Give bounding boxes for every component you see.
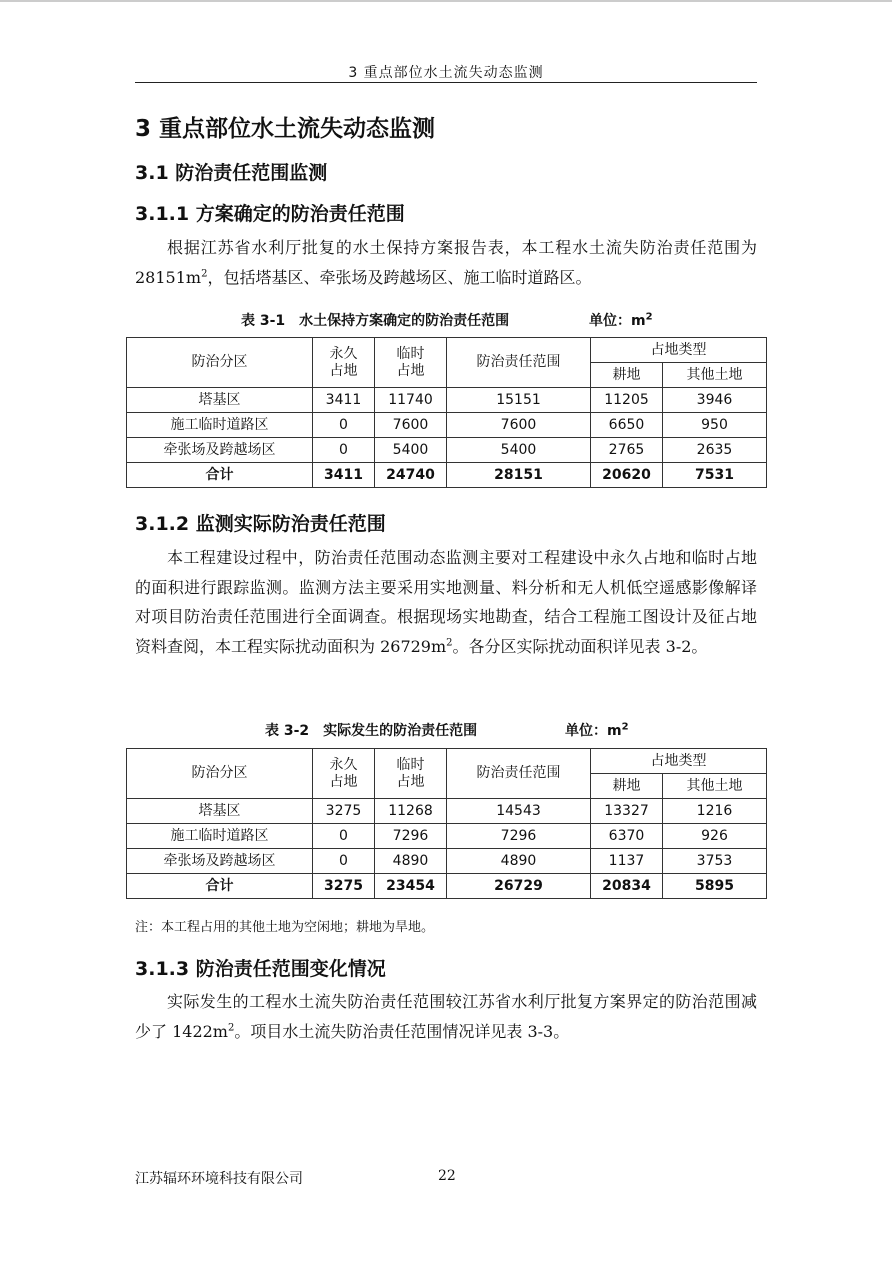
table-1-unit-text: 单位：m — [589, 313, 646, 329]
running-header: 3 重点部位水土流失动态监测 — [348, 65, 544, 81]
table-note: 注：本工程占用的其他土地为空闲地；耕地为旱地。 — [135, 920, 435, 935]
table-cell: 3753 — [663, 849, 767, 874]
paragraph-1-text-a: 根据江苏省水利厅批复的水土保持方案报告表，本工程水土流失防治责任范围为 28151m — [135, 238, 757, 287]
paragraph-1-text-b: ，包括塔基区、牵张场及跨越场区、施工临时道路区。 — [207, 267, 592, 287]
table-cell: 1216 — [663, 799, 767, 824]
table-row — [127, 824, 767, 849]
table-cell: 0 — [313, 438, 375, 463]
table-cell: 1137 — [591, 849, 663, 874]
table-1-unit — [589, 310, 653, 330]
table-cell: 4890 — [375, 849, 447, 874]
header-landtype: 占地类型 — [591, 338, 767, 363]
table-cell: 0 — [313, 413, 375, 438]
table-total-row — [127, 874, 767, 899]
table-cell: 950 — [663, 413, 767, 438]
table-cell: 2635 — [663, 438, 767, 463]
total-cell: 28151 — [447, 463, 591, 488]
paragraph-2 — [135, 543, 757, 661]
superscript: 2 — [446, 637, 453, 649]
table-2-unit — [565, 720, 629, 740]
table-cell: 15151 — [447, 388, 591, 413]
total-label: 合计 — [127, 874, 313, 899]
header-zone: 防治分区 — [127, 749, 313, 799]
table-2-unit-sup: 2 — [621, 721, 629, 733]
header-landtype: 占地类型 — [591, 749, 767, 774]
table-cell: 施工临时道路区 — [127, 824, 313, 849]
header-farmland: 耕地 — [591, 363, 663, 388]
table-cell: 6650 — [591, 413, 663, 438]
table-1-caption: 表 3-1 水土保持方案确定的防治责任范围 — [241, 313, 510, 329]
paragraph-1 — [135, 233, 757, 292]
table-cell: 3275 — [313, 799, 375, 824]
total-cell: 7531 — [663, 463, 767, 488]
superscript: 2 — [227, 1022, 235, 1034]
paragraph-3-text-b: 。项目水土流失防治责任范围情况详见表 3-3。 — [234, 1021, 570, 1041]
table-row — [127, 849, 767, 874]
table-header-row — [127, 749, 767, 774]
table-cell: 13327 — [591, 799, 663, 824]
table-cell: 2765 — [591, 438, 663, 463]
table-3-2 — [126, 748, 767, 899]
table-cell: 3946 — [663, 388, 767, 413]
table-1-unit-sup: 2 — [645, 311, 653, 323]
header-farmland: 耕地 — [591, 774, 663, 799]
table-cell: 11268 — [375, 799, 447, 824]
total-cell: 23454 — [375, 874, 447, 899]
paragraph-2-text-b: 。各分区实际扰动面积详见表 3-2。 — [452, 636, 708, 656]
table-3-1 — [126, 337, 767, 488]
table-total-row — [127, 463, 767, 488]
total-cell: 3411 — [313, 463, 375, 488]
table-cell: 7296 — [375, 824, 447, 849]
table-cell: 施工临时道路区 — [127, 413, 313, 438]
footer-company: 江苏辐环环境科技有限公司 — [135, 1171, 303, 1187]
page-number: 22 — [438, 1168, 456, 1184]
header-other-land: 其他土地 — [663, 363, 767, 388]
section-heading-3-1-3: 3.1.3 防治责任范围变化情况 — [135, 958, 386, 980]
header-permanent: 永久 占地 — [313, 338, 375, 388]
table-cell: 牵张场及跨越场区 — [127, 849, 313, 874]
table-cell: 牵张场及跨越场区 — [127, 438, 313, 463]
total-cell: 5895 — [663, 874, 767, 899]
table-cell: 塔基区 — [127, 388, 313, 413]
table-cell: 塔基区 — [127, 799, 313, 824]
table-cell: 926 — [663, 824, 767, 849]
table-2-caption: 表 3-2 实际发生的防治责任范围 — [265, 723, 478, 739]
header-permanent: 永久 占地 — [313, 749, 375, 799]
table-2-unit-text: 单位：m — [565, 723, 622, 739]
header-other-land: 其他土地 — [663, 774, 767, 799]
total-cell: 24740 — [375, 463, 447, 488]
section-heading-3-1: 3.1 防治责任范围监测 — [135, 162, 328, 184]
total-cell: 20834 — [591, 874, 663, 899]
superscript: 2 — [201, 268, 208, 280]
section-heading-3-1-1: 3.1.1 方案确定的防治责任范围 — [135, 203, 405, 225]
table-row — [127, 388, 767, 413]
table-cell: 3411 — [313, 388, 375, 413]
table-cell: 7600 — [375, 413, 447, 438]
chapter-title: 3 重点部位水土流失动态监测 — [135, 116, 436, 142]
header-temporary: 临时 占地 — [375, 749, 447, 799]
total-cell: 20620 — [591, 463, 663, 488]
table-header-row — [127, 338, 767, 363]
table-cell: 5400 — [447, 438, 591, 463]
paragraph-3 — [135, 987, 757, 1046]
table-cell: 14543 — [447, 799, 591, 824]
table-row — [127, 438, 767, 463]
table-cell: 0 — [313, 824, 375, 849]
total-cell: 3275 — [313, 874, 375, 899]
total-label: 合计 — [127, 463, 313, 488]
section-heading-3-1-2: 3.1.2 监测实际防治责任范围 — [135, 513, 386, 535]
table-cell: 7600 — [447, 413, 591, 438]
header-scope: 防治责任范围 — [447, 749, 591, 799]
paragraph-2-text-a: 本工程建设过程中，防治责任范围动态监测主要对工程建设中永久占地和临时占地的面积进行跟踪监测。监测方法主要采用实地测量、料分析和无人机低空遥感影像解译对项目防治责任范围进行全面调查。根据现场实地勘查，结合工程施工图设计及征占地资料查阅，本工程实际扰动面积为 26729m — [135, 548, 757, 656]
header-rule — [135, 82, 757, 83]
page-top-border — [0, 0, 892, 2]
table-cell: 11205 — [591, 388, 663, 413]
paragraph-3-text-a: 实际发生的工程水土流失防治责任范围较江苏省水利厅批复方案界定的防治范围减少了 1422m — [135, 992, 757, 1041]
header-temporary: 临时 占地 — [375, 338, 447, 388]
table-cell: 11740 — [375, 388, 447, 413]
table-row — [127, 413, 767, 438]
table-cell: 4890 — [447, 849, 591, 874]
table-cell: 6370 — [591, 824, 663, 849]
header-scope: 防治责任范围 — [447, 338, 591, 388]
total-cell: 26729 — [447, 874, 591, 899]
header-zone: 防治分区 — [127, 338, 313, 388]
table-cell: 0 — [313, 849, 375, 874]
table-cell: 5400 — [375, 438, 447, 463]
table-row — [127, 799, 767, 824]
table-cell: 7296 — [447, 824, 591, 849]
